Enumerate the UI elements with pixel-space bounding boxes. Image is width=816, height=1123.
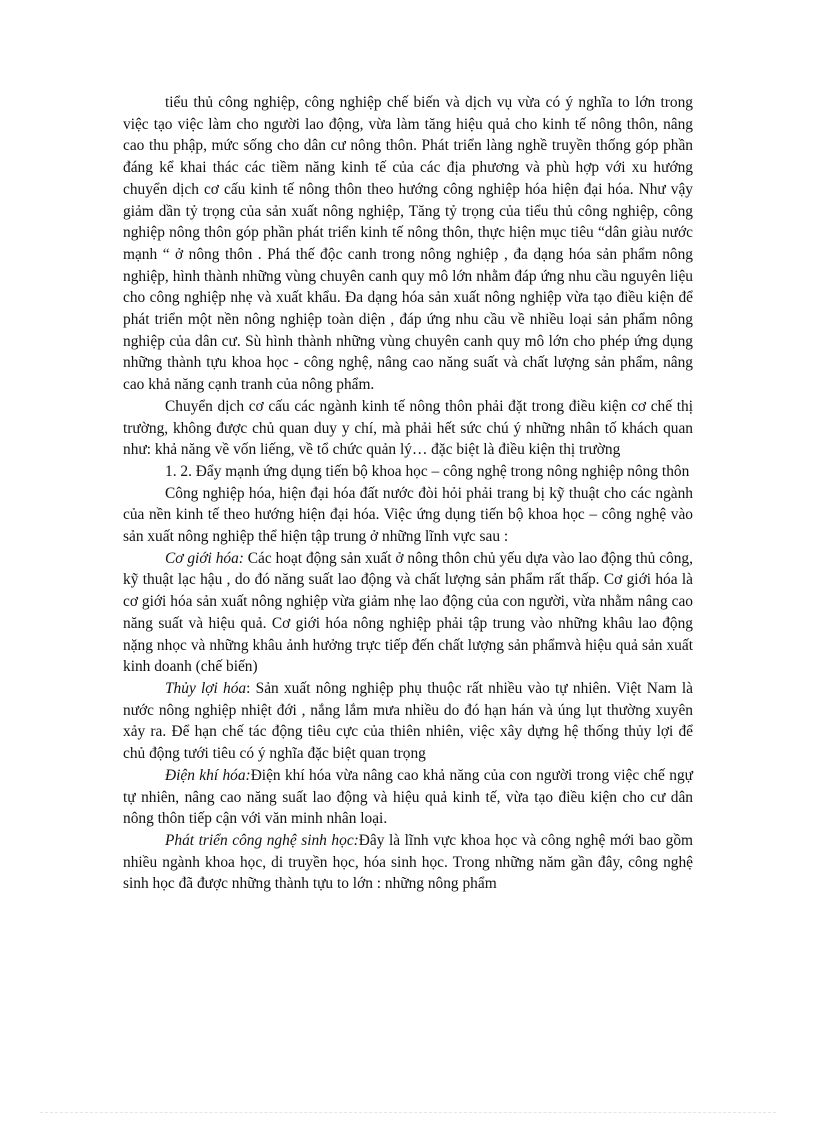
section-heading — [123, 461, 693, 483]
paragraph-lead-term: Thủy lợi hóa — [165, 679, 247, 697]
paragraph-lead-term: Cơ giới hóa: — [165, 549, 244, 567]
paragraph-mechanization — [123, 548, 693, 678]
paragraph-economic-restructuring — [123, 396, 693, 461]
paragraph-lead-term: Điện khí hóa: — [165, 766, 251, 784]
paragraph-text: Điện khí hóa vừa nâng cao khả năng của con người trong việc chế ngự tự nhiên, nâng cao năng suất lao động và hiệu quả kinh tế, vừa tạo điều kiện cho cư dân nông thôn tiếp cận với văn minh nhân loại. — [123, 766, 693, 828]
paragraph-text: tiểu thủ công nghiệp, công nghiệp chế biến và dịch vụ vừa có ý nghĩa to lớn trong việc tạo việc làm cho người lao động, vừa làm tăng hiệu quả cho kinh tế nông thôn, nâng cao thu phập, mức sống cho dân cư nông thôn. Phát triển làng nghề truyền thống góp phần đáng kể khai thác các tiềm năng kinh tế của các địa phương và phù hợp với xu hướng chuyển dịch cơ cấu kinh tế nông thôn theo hướng công nghiệp hóa hiện đại hóa. Như vậy giảm dần tỷ trọng của sản xuất nông nghiệp, Tăng tỷ trọng của tiểu thủ công nghiệp, công nghiệp nông thôn góp phần phát triển kinh tế nông thôn, thực hiện mục tiêu “dân giàu nước mạnh “ ở nông thôn . Phá thế độc canh trong nông nghiệp , đa dạng hóa sản phẩm nông nghiệp, hình thành những vùng chuyên canh quy mô lớn nhằm đáp ứng nhu cầu nguyên liệu cho công nghiệp nhẹ và xuất khẩu. Đa dạng hóa sản xuất nông nghiệp vừa tạo điều kiện để phát triển một nền nông nghiệp toàn diện , đáp ứng nhu cầu về nhiều loại sản phẩm nông nghiệp của dân cư. Sù hình thành những vùng chuyên canh quy mô lớn cho phép ứng dụng những thành tựu khoa học - công nghệ, nâng cao năng suất và chất lượng sản phẩm, nâng cao khả năng cạnh tranh của nông phẩm. — [123, 94, 693, 394]
paragraph-irrigation — [123, 678, 693, 765]
paragraph-biotechnology — [123, 830, 693, 895]
paragraph-electrification — [123, 765, 693, 830]
document-page — [123, 92, 693, 895]
page-bottom-divider — [40, 1112, 776, 1113]
section-heading-text: 1. 2. Đẩy mạnh ứng dụng tiến bộ khoa học – công nghệ trong nông nghiệp nông thôn — [165, 462, 690, 480]
paragraph-modernization — [123, 483, 693, 548]
paragraph-lead-term: Phát triển công nghệ sinh học: — [165, 831, 359, 849]
paragraph-text: Công nghiệp hóa, hiện đại hóa đất nước đòi hỏi phải trang bị kỹ thuật cho các ngành của nền kinh tế theo hướng hiện đại hóa. Việc ứng dụng tiến bộ khoa học – công nghệ vào sản xuất nông nghiệp thể hiện tập trung ở những lĩnh vực sau : — [123, 484, 693, 546]
paragraph-text: : Sản xuất nông nghiệp phụ thuộc rất nhiều vào tự nhiên. Việt Nam là nước nông nghiệp nhiệt đới , nắng lắm mưa nhiều do đó hạn hán và úng lụt thường xuyên xảy ra. Để hạn chế tác động tiêu cực của thiên nhiên, việc xây dựng hệ thống thủy lợi để chủ động tưới tiêu có ý nghĩa đặc biệt quan trọng — [123, 679, 693, 763]
paragraph-text: Các hoạt động sản xuất ở nông thôn chủ yếu dựa vào lao động thủ công, kỹ thuật lạc hậu , do đó năng suất lao động và chất lượng sản phẩm rất thấp. Cơ giới hóa là cơ giới hóa sản xuất nông nghiệp vừa giảm nhẹ lao động của con người, vừa nhằm nâng cao năng suất và hiệu quả. Cơ giới hóa nông nghiệp phải tập trung vào những khâu lao động nặng nhọc và những khâu ảnh hưởng trực tiếp đến chất lượng sản phẩmvà hiệu quả sản xuất kinh doanh (chế biến) — [123, 549, 693, 676]
paragraph-rural-industry — [123, 92, 693, 396]
paragraph-text: Chuyển dịch cơ cấu các ngành kinh tế nông thôn phải đặt trong điều kiện cơ chế thị trường, không được chủ quan duy y chí, mà phải hết sức chú ý những nhân tố khách quan như: khả năng về vốn liếng, về tổ chức quản lý… đặc biệt là điều kiện thị trường — [123, 397, 693, 459]
paragraph-text: Đây là lĩnh vực khoa học và công nghệ mới bao gồm nhiều ngành khoa học, di truyền học, hóa sinh học. Trong những năm gần đây, công nghệ sinh học đã được những thành tựu to lớn : những nông phẩm — [123, 831, 693, 893]
